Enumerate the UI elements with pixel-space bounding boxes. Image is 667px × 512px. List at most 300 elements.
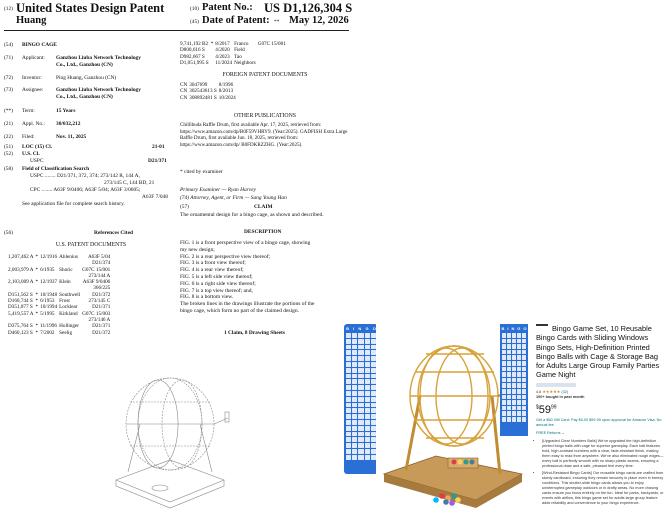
board-cell — [507, 417, 511, 422]
board-cell — [507, 344, 511, 349]
reference-row-cell: Tao — [234, 53, 242, 60]
board-cell — [517, 344, 521, 349]
board-cell — [512, 367, 516, 372]
board-cell — [507, 411, 511, 416]
reference-row-cell: 10/1994 — [40, 304, 58, 311]
board-cell — [358, 333, 363, 338]
board-cell — [352, 397, 357, 402]
board-cell — [346, 397, 351, 402]
reference-row-cell: D160,744 S — [8, 298, 33, 305]
reference-row-cell: 2,003,979 A — [8, 266, 34, 273]
board-cell — [352, 449, 357, 454]
reference-row-cell: 12/1916 — [40, 254, 58, 260]
reference-row-cell: 5,419,557 A — [8, 310, 34, 317]
field-56-code: (56) — [4, 230, 13, 236]
field-22-code: (22) — [4, 134, 13, 140]
board-cell — [507, 383, 511, 388]
board-cell — [365, 374, 370, 379]
field-54-code: (54) — [4, 42, 13, 48]
board-cell — [358, 379, 363, 384]
reference-row-cell: Shoric — [59, 266, 73, 273]
board-cell — [365, 420, 370, 425]
assignee-label: Assignee: — [22, 87, 44, 93]
board-cell — [365, 437, 370, 442]
board-cell — [358, 432, 363, 437]
board-cell — [512, 333, 516, 338]
board-cell — [346, 391, 351, 396]
reference-row-cell: D21/371 — [92, 323, 111, 330]
board-cell — [358, 339, 363, 344]
board-cell — [365, 333, 370, 338]
reference-row-cell — [258, 60, 288, 66]
reference-row-cell: Frost — [59, 298, 70, 305]
board-cell — [512, 400, 516, 405]
reference-row-cell: G07C 15/003 — [82, 310, 111, 317]
foreign-reference-row-cell: CN — [180, 88, 188, 95]
reference-row-cell: 4/2023 — [215, 53, 230, 60]
reference-row-cell: D351,877 S — [8, 304, 33, 311]
board-cell — [502, 355, 506, 360]
board-letter: I — [507, 326, 509, 331]
board-letter: B — [346, 326, 349, 331]
chevron-down-icon: ⌄ — [561, 430, 565, 435]
board-cell — [358, 362, 363, 367]
board-letter: O — [523, 326, 527, 331]
free-returns-label: FREE Returns — [536, 430, 561, 435]
reference-row-cell: 8/2017 — [215, 41, 230, 47]
reference-row-cell: 1,207,462 A — [8, 254, 34, 260]
board-cell — [352, 385, 357, 390]
reference-row — [180, 60, 288, 66]
board-cell — [517, 367, 521, 372]
board-cell — [352, 420, 357, 425]
reference-row-cell: 11/1996 — [40, 323, 57, 330]
reference-row-cell: 366/225 — [93, 285, 111, 292]
reference-row-cell: D375,764 S — [8, 323, 33, 330]
board-cell — [502, 411, 506, 416]
board-cell — [358, 408, 363, 413]
board-cell — [358, 385, 363, 390]
board-cell — [512, 361, 516, 366]
uspc-value: D21/371 — [148, 158, 167, 164]
foreign-reference-row — [180, 95, 238, 101]
board-cell — [352, 432, 357, 437]
board-cell — [346, 379, 351, 384]
reference-row-cell: Southwell — [59, 291, 81, 298]
board-cell — [517, 378, 521, 383]
description-text — [180, 240, 350, 315]
foreign-reference-row-cell: 10/2024 — [218, 94, 236, 101]
description-line: bingo cage, which form no part of the claimed design. — [180, 307, 299, 314]
board-cell — [522, 372, 526, 377]
field-search-line-4: A63F 7/048 — [142, 194, 168, 200]
description-line: FIG. 1 is a front perspective view of a bingo cage, showing — [180, 240, 311, 246]
board-header — [344, 324, 378, 331]
board-cell — [512, 350, 516, 355]
board-cell — [517, 350, 521, 355]
inventor-surname: Huang — [16, 15, 47, 26]
board-cell — [352, 350, 357, 355]
board-cell — [352, 374, 357, 379]
board-cell — [346, 385, 351, 390]
board-cell — [352, 339, 357, 344]
marker-12: (12) — [4, 6, 13, 12]
board-cell — [365, 414, 370, 419]
reference-row-cell: Field — [234, 47, 245, 54]
bingo-cage-drawing — [100, 362, 240, 512]
inventor-label: Inventor: — [22, 75, 42, 81]
term-value: 15 Years — [56, 108, 76, 114]
reference-row-cell: Locklear — [59, 304, 78, 311]
reference-row-cell: Kirkland — [59, 310, 78, 317]
board-header — [500, 324, 528, 331]
bullet-wind-resistant: • [Wind-Resistant Bingo Cards] Our reusable bingo cards are crafted from sturdy cardboard, ensuring they remain securely in place even in breezy conditions. This shutter-slide bingo cards allows you to enjoy uninterrupted gameplay outdoors or in drafty areas. No more chasing cards ensure you focus entirely on the fun. Ideal for parks, backyards, or events with airflow, this bingo game set for adults large group feature adds reliability and convenience to your bingo experience. — [542, 471, 664, 506]
attorney-agent: (74) Attorney, Agent, or Firm — Sang Young Han — [180, 195, 287, 201]
board-cell — [512, 344, 516, 349]
reference-row-cell: * — [35, 291, 39, 298]
marker-45: (45) — [190, 19, 199, 25]
board-cell — [517, 339, 521, 344]
foreign-reference-row-cell: 8/2013 — [218, 88, 234, 95]
description-line: FIG. 3 is a front view thereof; — [180, 260, 246, 267]
reference-row-cell: 7/2002 — [40, 329, 55, 336]
reference-row-cell: 10/1948 — [40, 291, 58, 298]
variant-swatch[interactable] — [536, 383, 576, 387]
board-cell — [507, 339, 511, 344]
board-cell — [522, 378, 526, 383]
field-72-code: (72) — [4, 75, 13, 81]
board-cell — [502, 389, 506, 394]
description-line: my new design; — [180, 246, 215, 253]
board-cell — [346, 455, 351, 460]
field-search-line-3: CPC ........ A63F 9/0406; A63F 5/04; A63F 3/0605; — [30, 187, 141, 193]
reference-row-cell: 9,741,192 B2 — [180, 41, 209, 47]
board-cell — [346, 437, 351, 442]
foreign-reference-row — [180, 88, 238, 94]
board-cell — [346, 362, 351, 367]
description-line: FIG. 2 is a rear perspective view thereof; — [180, 253, 271, 260]
free-returns-link[interactable] — [536, 431, 664, 436]
board-cell — [507, 395, 511, 400]
board-letter: G — [365, 326, 369, 331]
reference-row-cell: Hollinger — [59, 323, 80, 330]
board-cell — [358, 420, 363, 425]
marker-10: (10) — [190, 6, 199, 12]
claims-sheets-footer: 1 Claim, 8 Drawing Sheets — [224, 330, 285, 336]
board-cell — [358, 455, 363, 460]
board-cell — [517, 400, 521, 405]
board-cell — [358, 391, 363, 396]
board-cell — [522, 333, 526, 338]
bingo-card-thumbnail[interactable] — [500, 324, 528, 436]
claim-code: (57) — [180, 204, 189, 210]
feature-bullets — [536, 439, 664, 506]
reference-row — [8, 304, 112, 310]
board-cell — [517, 333, 521, 338]
reference-row-cell: D1,051,995 S — [180, 59, 209, 66]
description-line: FIG. 4 is a rear view thereof; — [180, 267, 244, 274]
board-cell — [522, 417, 526, 422]
board-cell — [522, 383, 526, 388]
reference-row-cell: 6/1935 — [40, 266, 55, 273]
board-cell — [346, 420, 351, 425]
foreign-reference-row-cell: 302543613 S — [189, 88, 217, 95]
reference-row-cell: 4/2020 — [215, 47, 230, 54]
board-cell — [517, 361, 521, 366]
board-cell — [507, 372, 511, 377]
reference-row-cell: G07C 15/001 — [257, 41, 286, 47]
board-cell — [507, 406, 511, 411]
reference-row-cell: * — [35, 298, 39, 305]
date-stars: ** — [274, 19, 280, 25]
product-title[interactable]: Bingo Game Set, 10 Reusable Bingo Cards with Sliding Windows Bingo Sets, High-Definition Printed Bingo Balls with Cage & Storage Bag for Adults Large Group Family Parties Game Night — [536, 324, 660, 380]
gift-card-promo[interactable]: Get a $60 Gift Card: Pay $0.00 $59.99 upon approval for Amazon Visa. No annual fee. — [536, 417, 662, 427]
price-whole: 59 — [538, 403, 552, 416]
board-cell — [352, 455, 357, 460]
loc-value: 21-01 — [152, 144, 165, 150]
brand-bar-icon — [536, 324, 548, 326]
field-58-code: (58) — [4, 166, 13, 172]
board-cell — [365, 385, 370, 390]
product-listing — [340, 324, 667, 512]
reference-row — [8, 323, 112, 329]
header-rule — [4, 30, 349, 31]
board-letter: G — [517, 326, 521, 331]
board-cell — [352, 403, 357, 408]
inventor-value: Ping Huang, Ganzhou (CN) — [56, 75, 117, 81]
description-line: The broken lines in the drawings illustrate the portions of the — [180, 301, 315, 308]
board-cell — [512, 378, 516, 383]
other-publications-title: OTHER PUBLICATIONS — [234, 113, 296, 119]
board-cell — [358, 449, 363, 454]
reference-row-cell: D460,123 S — [8, 329, 33, 336]
board-cell — [346, 339, 351, 344]
board-cell — [522, 339, 526, 344]
applicant-name-2: Co., Ltd., Ganzhou (CN) — [56, 62, 113, 68]
board-cell — [358, 397, 363, 402]
board-cell — [346, 350, 351, 355]
board-cell — [365, 391, 370, 396]
reference-row-cell: * — [35, 254, 39, 260]
board-cell — [358, 350, 363, 355]
board-cell — [365, 345, 370, 350]
board-cell — [517, 411, 521, 416]
reference-row-cell: Franco — [234, 41, 249, 47]
field-71-code: (71) — [4, 55, 13, 61]
board-cell — [365, 449, 370, 454]
reference-row-cell: Neighbors — [234, 59, 256, 66]
reference-row-cell: Seelig — [59, 329, 73, 336]
term-label: Term: — [22, 108, 35, 114]
field-search-line-2: 273/145 C, 144 BD, 21 — [104, 180, 155, 186]
board-cell — [502, 339, 506, 344]
uscl-label: U.S. Cl. — [22, 151, 40, 157]
assignee-name-2: Co., Ltd., Ganzhou (CN) — [56, 94, 113, 100]
bought-past-month: 100+ bought in past month — [536, 394, 585, 399]
board-cell — [512, 406, 516, 411]
board-cell — [352, 368, 357, 373]
claim-text: The ornamental design for a bingo cage, as shown and described. — [180, 212, 324, 218]
board-grid — [344, 331, 378, 462]
board-cell — [502, 361, 506, 366]
foreign-reference-row-cell: CN — [180, 94, 188, 101]
reference-row-cell: 273/145 C — [88, 298, 111, 305]
bullet-clear-numbers: • [Upgraded Clear Numbers Balls] We've upgraded the high-definition printed bingo balls with cage for superior gameplay. Each ball features bold, high-contrast numbers with a clear, fade-resistant finish, making them easy to read from anywhere. We've also eliminated rough edges—every ball is perfectly smooth with no sharp plastic seams, ensuring a professional draw and a safe, pleasant feel every time. — [542, 439, 664, 469]
rating-count[interactable]: (32) — [561, 389, 569, 394]
board-cell — [502, 344, 506, 349]
board-cell — [346, 356, 351, 361]
assignee-name: Ganzhou Liuba Network Technology — [56, 87, 141, 93]
reference-row-cell: D21/372 — [92, 291, 111, 298]
foreign-reference-row-cell: 3047699 — [189, 82, 208, 88]
applicant-label: Applicant: — [22, 55, 45, 61]
reference-row-cell: * — [35, 304, 39, 311]
reference-row-cell: * — [35, 329, 39, 336]
board-cell — [358, 345, 363, 350]
board-cell — [352, 356, 357, 361]
reference-row-cell: D21/371 — [92, 304, 111, 311]
board-cell — [358, 374, 363, 379]
board-cell — [522, 395, 526, 400]
board-cell — [507, 367, 511, 372]
board-cell — [502, 350, 506, 355]
board-cell — [512, 395, 516, 400]
board-cell — [346, 449, 351, 454]
board-cell — [502, 378, 506, 383]
board-cell — [346, 345, 351, 350]
reference-row-cell: 5/1995 — [40, 310, 55, 317]
board-cell — [352, 408, 357, 413]
reference-row — [8, 330, 112, 336]
board-cell — [365, 455, 370, 460]
board-cell — [517, 383, 521, 388]
board-cell — [358, 368, 363, 373]
price: $^{\$}59^{99}$ — [536, 403, 557, 416]
date-label: Date of Patent: — [202, 15, 270, 26]
foreign-docs-title: FOREIGN PATENT DOCUMENTS — [222, 72, 308, 78]
board-cell — [346, 368, 351, 373]
board-cell — [502, 395, 506, 400]
board-cell — [352, 345, 357, 350]
board-cell — [352, 362, 357, 367]
reference-row-cell: G07C 15/001 — [82, 266, 111, 273]
filed-value: Nov. 11, 2025 — [56, 134, 87, 140]
board-cell — [365, 350, 370, 355]
board-letter: N — [358, 326, 362, 331]
board-cell — [512, 355, 516, 360]
field-52-code: (52) — [4, 151, 13, 157]
appl-no-value: 30/032,212 — [56, 121, 81, 127]
board-cell — [346, 443, 351, 448]
rating-value: 4.6 — [536, 389, 542, 394]
field-73-code: (73) — [4, 87, 13, 93]
board-cell — [502, 400, 506, 405]
board-letter: O — [372, 326, 376, 331]
reference-row-cell: 12/1937 — [40, 279, 58, 286]
reference-row-cell: A63F 9/0406 — [82, 279, 111, 286]
board-cell — [502, 406, 506, 411]
board-cell — [502, 367, 506, 372]
reference-row — [8, 267, 112, 273]
foreign-reference-row-cell: CN — [180, 82, 188, 88]
board-letter: N — [511, 326, 515, 331]
reference-row-cell: * — [210, 41, 214, 47]
board-cell — [346, 374, 351, 379]
board-cell — [502, 383, 506, 388]
board-cell — [507, 389, 511, 394]
board-cell — [517, 389, 521, 394]
board-cell — [365, 356, 370, 361]
reference-row-cell: * — [35, 279, 39, 286]
board-cell — [365, 443, 370, 448]
board-cell — [358, 443, 363, 448]
field-21-code: (21) — [4, 121, 13, 127]
reference-row-cell: 6/1953 — [40, 298, 55, 305]
board-cell — [352, 426, 357, 431]
patent-no-label: Patent No.: — [202, 2, 253, 13]
board-cell — [346, 333, 351, 338]
board-cell — [365, 368, 370, 373]
rating-stars-icon[interactable]: ★★★★★ — [542, 388, 561, 394]
board-cell — [512, 339, 516, 344]
board-cell — [346, 403, 351, 408]
board-cell — [346, 426, 351, 431]
field-search-line-5: See application file for complete search history. — [22, 201, 125, 207]
field-search-line-1: USPC ........ D21/371, 372, 374; 273/142 R, 144 A, — [30, 173, 140, 179]
board-cell — [517, 355, 521, 360]
reference-row-cell: 11/2024 — [215, 59, 233, 66]
loc-label: LOC (15) Cl. — [22, 144, 53, 150]
reference-row-cell: D982,667 S — [180, 53, 205, 60]
field-51-code: (51) — [4, 144, 13, 150]
price-fraction: 99 — [551, 404, 557, 411]
field-term-code: (**) — [4, 108, 13, 114]
board-cell — [365, 426, 370, 431]
board-cell — [358, 403, 363, 408]
reference-row-cell: 2,103,009 A — [8, 279, 34, 286]
board-cell — [365, 362, 370, 367]
board-cell — [358, 437, 363, 442]
board-cell — [358, 426, 363, 431]
board-cell — [365, 403, 370, 408]
board-cell — [365, 397, 370, 402]
board-cell — [352, 437, 357, 442]
board-cell — [352, 379, 357, 384]
board-grid — [500, 331, 528, 424]
reference-row-cell: * — [35, 323, 39, 330]
board-cell — [507, 378, 511, 383]
bingo-board — [344, 324, 378, 474]
board-cell — [512, 383, 516, 388]
reference-row-cell: Klein — [59, 279, 71, 286]
reference-row-cell: Ahlenius — [59, 254, 78, 260]
description-line: FIG. 5 is a left side view thereof; — [180, 273, 253, 280]
board-cell — [352, 414, 357, 419]
other-publications-text: Chillibuda Raffle Drum, first available Apr. 17, 2025, retrieved from: https://www.amazon.com/dp/B0F59VHRY9. (Year:2025). GADFISH Extra Large Raffle Drum, first available Jun. 18, 2025, retrieved from: https://www.amazon.com/dp/ B0FDKRZZHG. (Year:2025). — [180, 122, 348, 148]
filed-label: Filed: — [22, 134, 35, 140]
board-cell — [512, 389, 516, 394]
reference-row-cell: D21/372 — [92, 329, 111, 336]
board-cell — [358, 414, 363, 419]
field-search-label: Field of Classification Search — [22, 166, 90, 172]
board-cell — [352, 333, 357, 338]
board-cell — [352, 443, 357, 448]
board-cell — [522, 350, 526, 355]
board-cell — [517, 395, 521, 400]
reference-row-cell: * — [35, 310, 39, 317]
us-patent-docs-title: U.S. PATENT DOCUMENTS — [55, 242, 127, 248]
board-cell — [507, 333, 511, 338]
